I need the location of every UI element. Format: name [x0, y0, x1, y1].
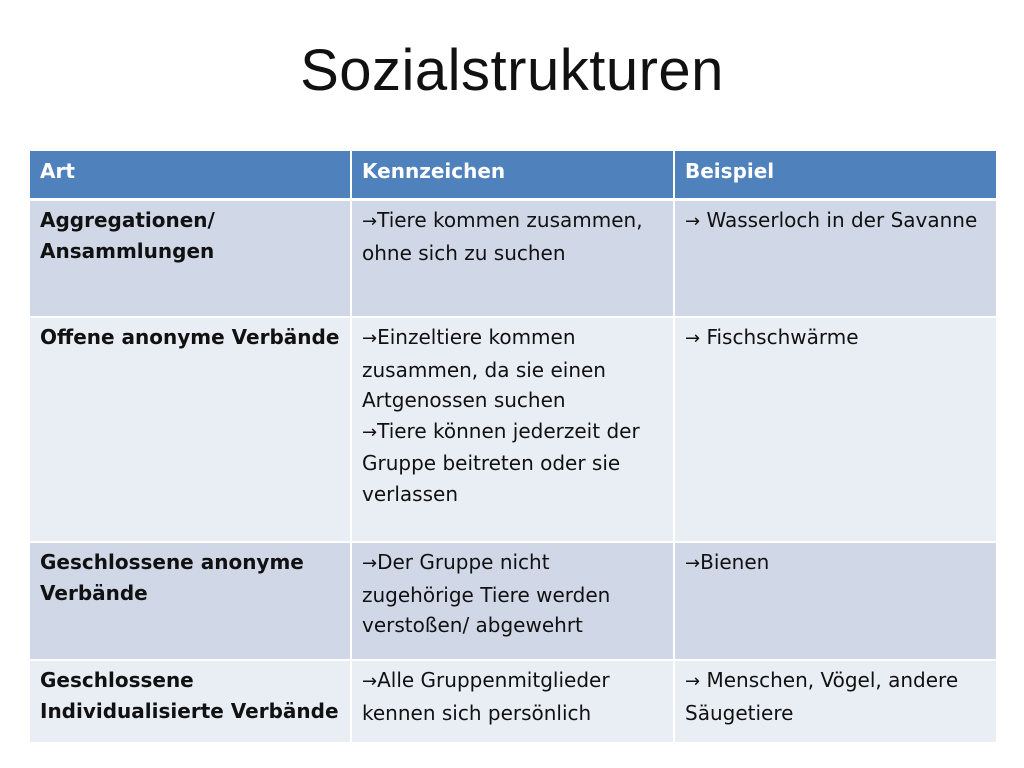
beispiel-item	[685, 547, 986, 580]
kennzeichen-item	[362, 416, 663, 510]
beispiel-cell	[674, 660, 997, 743]
art-text: Individualisierte Verbände	[40, 698, 339, 723]
beispiel-item	[685, 665, 986, 728]
kennzeichen-text: Der Gruppe nicht zugehörige Tiere werden verstoßen/ abgewehrt	[362, 550, 611, 637]
beispiel-text: Fischschwärme	[700, 325, 859, 349]
table-header-row	[29, 150, 997, 200]
header-kennzeichen: Kennzeichen	[351, 150, 674, 200]
art-text: Geschlossene	[40, 668, 194, 692]
kennzeichen-text: Tiere können jederzeit der Gruppe beitreten oder sie verlassen	[362, 418, 640, 506]
kennzeichen-text: Alle Gruppenmitglieder kennen sich persönlich	[362, 668, 610, 725]
kennzeichen-cell	[351, 200, 674, 318]
beispiel-cell	[674, 200, 997, 318]
art-cell	[29, 542, 351, 660]
art-text: Offene anonyme Verbände	[40, 325, 340, 349]
beispiel-text: Wasserloch in der Savanne	[700, 208, 978, 232]
table-row	[29, 660, 997, 743]
right-arrow-icon: →	[362, 671, 378, 692]
kennzeichen-text: Tiere kommen zusammen, ohne sich zu suchen	[362, 208, 643, 265]
kennzeichen-item	[362, 205, 663, 268]
header-beispiel: Beispiel	[674, 150, 997, 200]
art-text: Aggregationen/	[40, 208, 215, 232]
kennzeichen-item	[362, 322, 663, 416]
art-cell	[29, 200, 351, 318]
art-cell	[29, 317, 351, 542]
kennzeichen-cell	[351, 317, 674, 542]
art-text: Geschlossene anonyme Verbände	[40, 550, 304, 605]
right-arrow-icon: →	[685, 328, 701, 349]
art-cell	[29, 660, 351, 743]
kennzeichen-cell	[351, 660, 674, 743]
right-arrow-icon: →	[362, 553, 378, 574]
right-arrow-icon: →	[685, 553, 701, 574]
table-row	[29, 317, 997, 542]
beispiel-item	[685, 205, 986, 238]
table-row	[29, 542, 997, 660]
social-structures-table	[28, 149, 998, 744]
right-arrow-icon: →	[685, 211, 701, 232]
beispiel-item	[685, 322, 986, 355]
right-arrow-icon: →	[362, 211, 378, 232]
right-arrow-icon: →	[685, 671, 701, 692]
beispiel-cell	[674, 542, 997, 660]
art-text: Ansammlungen	[40, 238, 215, 263]
kennzeichen-text: Einzeltiere kommen zusammen, da sie einen Artgenossen suchen	[362, 325, 606, 412]
kennzeichen-item	[362, 547, 663, 641]
slide-title: Sozialstrukturen	[300, 38, 724, 103]
beispiel-text: Menschen, Vögel, andere Säugetiere	[685, 668, 959, 725]
beispiel-cell	[674, 317, 997, 542]
table-row	[29, 200, 997, 318]
kennzeichen-cell	[351, 542, 674, 660]
beispiel-text: Bienen	[700, 550, 770, 574]
right-arrow-icon: →	[362, 421, 378, 443]
header-art: Art	[29, 150, 351, 200]
right-arrow-icon: →	[362, 328, 378, 349]
kennzeichen-item	[362, 665, 663, 728]
